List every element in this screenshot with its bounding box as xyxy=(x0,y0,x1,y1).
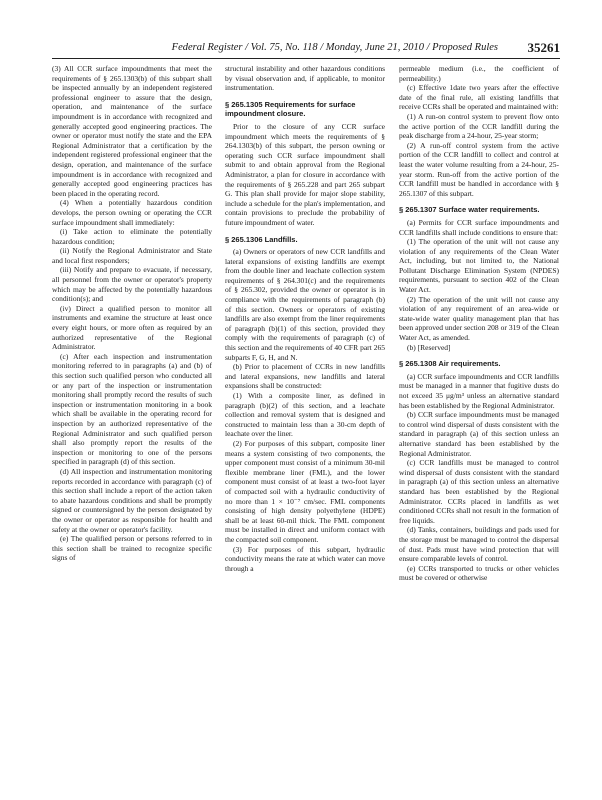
paragraph: Prior to the closure of any CCR surface impoundment which meets the requirements of § 264.1303(b) of this subpart, the person owning or operating such CCR surface impoundment shall submit to and obtain approval from the Regional Administrator, a plan for closure in accordance with the requirements of § 265.228 and part 265 subpart G. This plan shall provide for major slope stability, include a schedule for the plan's implementation, and contain provisions to preclude the probability of future impoundment of water. xyxy=(225,121,385,227)
section-heading: § 265.1308 Air requirements. xyxy=(399,359,501,369)
paragraph: (1) A run-on control system to prevent flow onto the active portion of the CCR landfill during the peak discharge from a 24-hour, 25-year storm; xyxy=(399,111,559,141)
paragraph: (b) Prior to placement of CCRs in new landfills and lateral expansions, new landfills and lateral expansions shall be constructed: xyxy=(225,362,385,391)
paragraph: (4) When a potentially hazardous condition develops, the person owning or operating the CCR surface impoundment shall immediately: xyxy=(52,198,212,227)
paragraph: (c) After each inspection and instrumentation monitoring referred to in paragraphs (a) and (b) of this section such qualified person who conducted all or any part of the inspection or instrumentation monitoring shall promptly record the results of such inspection or instrumentation monitoring in a book which shall be available in the operating record for inspection by an authorized representative of the Regional Administrator and such qualified person shall also promptly report the results of the inspection or monitoring to one of the persons specified in paragraph (d) of this section. xyxy=(52,351,212,467)
column-2 xyxy=(225,64,385,776)
paragraph: (a) Owners or operators of new CCR landfills and lateral expansions of existing landfills are exempt from the double liner and leachate collection system requirements of § 264.301(c) and the requirements of § 265.302, provided the owner or operator is in compliance with the requirements of paragraph (b) of this section. Owners or operators of existing landfills are also exempt from the liner requirements of paragraph (b)(1) of this section, provided they comply with the requirements of paragraph (c) of this section and the requirements of 40 CFR part 265 subparts F, G, H, and N. xyxy=(225,247,385,362)
running-title: Federal Register / Vol. 75, No. 118 / Monday, June 21, 2010 / Proposed Rules xyxy=(171,42,498,53)
paragraph: (2) For purposes of this subpart, composite liner means a system consisting of two components, the upper component must consist of a minimum 30-mil flexible membrane liner (FML), and the lower component must consist of at least a two-foot layer of compacted soil with a hydraulic conductivity of no more than 1 × 10⁻⁷ cm/sec. FML components consisting of high density polyethylene (HDPE) shall be at least 60-mil thick. The FML component must be installed in direct and uniform contact with the compacted soil component. xyxy=(225,438,385,544)
paragraph: (2) A run-off control system from the active portion of the CCR landfill to collect and control at least the water volume resulting from a 24-hour, 25-year storm. Run-off from the active portion of the CCR landfill must be handled in accordance with § 265.1307 of this subpart. xyxy=(399,140,559,198)
paragraph: (a) CCR surface impoundments and CCR landfills must be managed in a manner that fugitive dusts do not exceed 35 μg/m³ unless an alternative standard has been established by the Regional Administrator. xyxy=(399,371,559,410)
paragraph: (2) The operation of the unit will not cause any violation of any requirement of an area-wide or state-wide water quality management plan that has been approved under section 208 or 319 of the Clean Water Act, as amended. xyxy=(399,294,559,343)
header-rule xyxy=(52,58,560,59)
paragraph: (iv) Direct a qualified person to monitor all instruments and examine the structure at least once every eight hours, or more often as required by an authorized representative of the Regional Administrator. xyxy=(52,303,212,352)
paragraph: (e) The qualified person or persons referred to in this section shall be trained to recognize specific signs of xyxy=(52,534,212,563)
paragraph: (e) CCRs transported to trucks or other vehicles must be covered or otherwise xyxy=(399,563,559,583)
paragraph: (b) CCR surface impoundments must be managed to control wind dispersal of dusts consistent with the standard in paragraph (a) of this section unless an alternative standard has been established by the Regional Administrator. xyxy=(399,410,559,458)
paragraph: (c) Effective 1date two years after the effective date of the final rule, all existing landfills that receive CCRs shall be operated and maintained with: xyxy=(399,83,559,112)
paragraph: (c) CCR landfills must be managed to control wind dispersal of dusts consistent with the standard in paragraph (a) of this section unless an alternative standard has been established by the Regional Administrator. CCRs placed in landfills as wet conditioned CCRs shall not result in the formation of free liquids. xyxy=(399,458,559,525)
paragraph: (a) Permits for CCR surface impoundments and CCR landfills shall include conditions to ensure that: xyxy=(399,217,559,237)
paragraph: (i) Take action to eliminate the potentially hazardous condition; xyxy=(52,227,212,246)
paragraph: (ii) Notify the Regional Administrator and State and local first responders; xyxy=(52,246,212,265)
column-1 xyxy=(52,64,212,776)
section-heading: § 265.1307 Surface water requirements. xyxy=(399,205,540,215)
paragraph: (3) All CCR surface impoundments that meet the requirements of § 265.1303(b) of this subpart shall be inspected annually by an independent registered professional engineer to assure that the design, operation, and maintenance of the surface impoundment is in accordance with recognized and generally accepted good engineering practices. The owner or operator must notify the state and the EPA Regional Administrator that a certification by the independent registered professional engineer that the design, operation, and maintenance of the surface impoundment is in accordance with recognized and generally accepted good engineering practices has been placed in the operating record. xyxy=(52,64,212,198)
paragraph: (d) Tanks, containers, buildings and pads used for the storage must be managed to control the dispersal of dust. Pads must have wind protection that will ensure comparable levels of control. xyxy=(399,525,559,564)
paragraph: structural instability and other hazardous conditions by visual observation and, if applicable, to monitor instrumentation. xyxy=(225,64,385,93)
paragraph: (d) All inspection and instrumentation monitoring reports recorded in accordance with paragraph (c) of this section shall include a report of the action taken to abate hazardous conditions and shall be promptly signed or countersigned by the person designated by the owner or operator as responsible for health and safety at the owner or operator's facility. xyxy=(52,466,212,534)
paragraph: permeable medium (i.e., the coefficient of permeability.) xyxy=(399,64,559,83)
paragraph: (3) For purposes of this subpart, hydraulic conductivity means the rate at which water can move through a xyxy=(225,544,385,573)
section-heading: § 265.1306 Landfills. xyxy=(225,234,298,244)
paragraph: (b) [Reserved] xyxy=(407,342,451,352)
section-heading: § 265.1305 Requirements for surface impoundment closure. xyxy=(225,99,356,119)
column-3 xyxy=(399,64,559,776)
page-number: 35261 xyxy=(527,40,560,55)
paragraph: (1) With a composite liner, as defined in paragraph (b)(2) of this section, and a leachate collection and removal system that is designed and constructed to maintain less than a 30-cm depth of leachate over the liner. xyxy=(225,391,385,439)
paragraph: (1) The operation of the unit will not cause any violation of any requirements of the Clean Water Act, including, but not limited to, the National Pollutant Discharge Elimination System (NPDES) requirements, pursuant to section 402 of the Clean Water Act. xyxy=(399,237,559,295)
paragraph: (iii) Notify and prepare to evacuate, if necessary, all personnel from the owner or operator's property which may be affected by the potentially hazardous condition(s); and xyxy=(52,265,212,304)
